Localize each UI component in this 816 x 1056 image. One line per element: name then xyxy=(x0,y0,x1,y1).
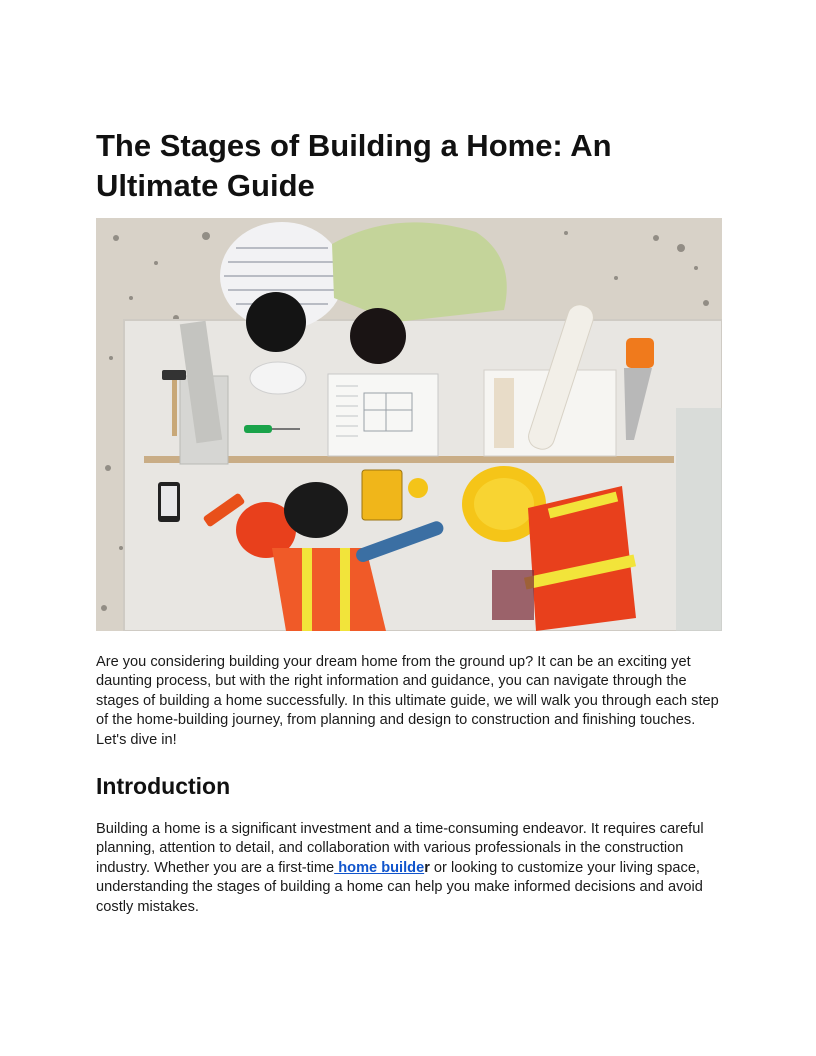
hero-image xyxy=(96,218,722,631)
introduction-paragraph xyxy=(96,820,722,917)
home-builder-link[interactable]: home builde xyxy=(334,859,425,876)
intro-paragraph: Are you considering building your dream home from the ground up? It can be an exciting yet daunting process, but with the right information and guidance, you can navigate through the stages of building a home successfully. In this ultimate guide, we will walk you through each step of the home-building journey, from planning and design to construction and finishing touches. Let's dive in! xyxy=(96,654,719,748)
article-title: The Stages of Building a Home: An Ultimate Guide xyxy=(96,128,612,203)
document-page xyxy=(96,126,722,917)
paragraph-text-after-link: or looking to customize your living space, understanding the stages of building a home can help you make informed decisions and avoid costly mistakes. xyxy=(96,859,703,915)
link-tail-text: r xyxy=(424,859,430,876)
section-heading-introduction: Introduction xyxy=(96,773,231,800)
paragraph-text-before-link: Building a home is a significant investment and a time-consuming endeavor. It requires careful planning, attention to detail, and collaboration with various professionals in the construction industry. Whether you are a first-time xyxy=(96,821,704,876)
